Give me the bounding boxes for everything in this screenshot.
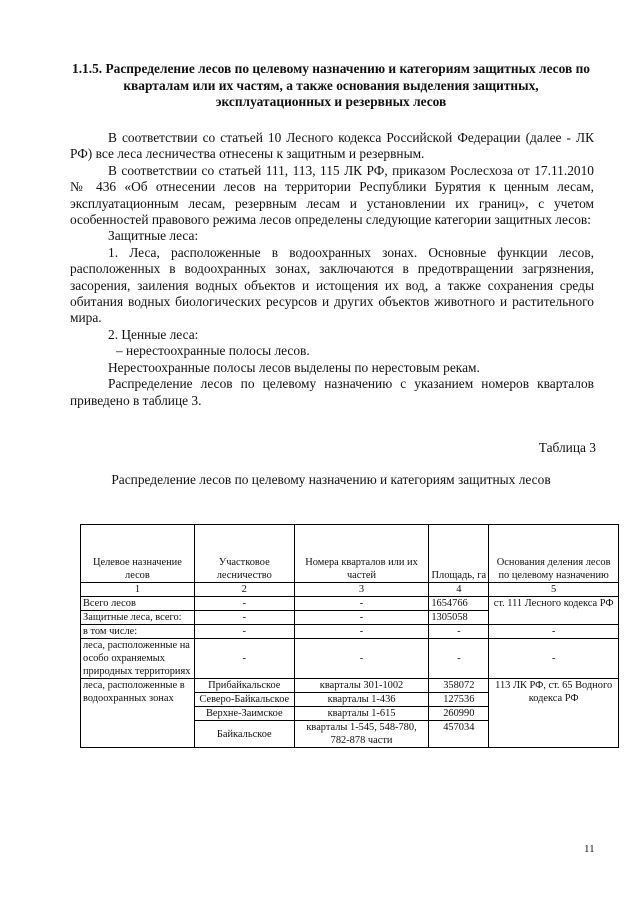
area-cell: 1654766 bbox=[429, 597, 489, 611]
forest-distribution-table bbox=[80, 524, 619, 748]
row-label: леса, расположенные на особо охраняемых природных территориях bbox=[81, 639, 195, 679]
section-heading: 1.1.5. Распределение лесов по целевому назначению и категориям защитных лесов по кварталам или их частям, а также основания выделения защитных, эксплуатационных и резервных лесов bbox=[72, 61, 590, 109]
paragraph-3: Защитные леса: bbox=[108, 228, 199, 244]
table-row-total bbox=[81, 597, 619, 611]
quarters-cell: кварталы 1-545, 548-780, 782-878 части bbox=[294, 721, 429, 748]
column-number: 3 bbox=[294, 583, 429, 597]
column-number: 4 bbox=[429, 583, 489, 597]
header-district: Участковое лесничество bbox=[194, 525, 294, 583]
dash-cell: - bbox=[194, 625, 294, 639]
district-cell: Прибайкальское bbox=[194, 679, 294, 693]
quarters-cell: кварталы 1-615 bbox=[294, 707, 429, 721]
row-label: в том числе: bbox=[81, 625, 195, 639]
column-number: 2 bbox=[194, 583, 294, 597]
row-label: леса, расположенные в водоохранных зонах bbox=[81, 679, 195, 748]
district-cell: Байкальское bbox=[194, 721, 294, 748]
paragraph-7: Нерестоохранные полосы лесов выделены по нерестовым рекам. bbox=[108, 359, 480, 375]
area-cell: 457034 bbox=[429, 721, 489, 748]
dash-cell: - bbox=[429, 625, 489, 639]
column-numbers-row bbox=[81, 583, 619, 597]
table-label: Таблица 3 bbox=[538, 440, 596, 455]
paragraph-8: Распределение лесов по целевому назначению с указанием номеров кварталов приведено в таблице 3. bbox=[70, 376, 594, 408]
area-cell: 260990 bbox=[429, 707, 489, 721]
row-label: Защитные леса, всего: bbox=[81, 611, 195, 625]
district-cell: Северо-Байкальское bbox=[194, 693, 294, 707]
column-number: 5 bbox=[489, 583, 619, 597]
dash-cell: - bbox=[489, 625, 619, 639]
basis-cell: ст. 111 Лесного кодекса РФ bbox=[489, 597, 619, 625]
body-text bbox=[70, 130, 594, 409]
table-title: Распределение лесов по целевому назначению и категориям защитных лесов bbox=[111, 472, 551, 487]
paragraph-6: – нерестоохранные полосы лесов. bbox=[116, 343, 310, 359]
dash-cell: - bbox=[294, 611, 429, 625]
table-row-water bbox=[81, 679, 619, 693]
column-number: 1 bbox=[81, 583, 195, 597]
table-row-including bbox=[81, 625, 619, 639]
table-header-row bbox=[81, 525, 619, 583]
dash-cell: - bbox=[194, 597, 294, 611]
header-purpose: Целевое назначение лесов bbox=[81, 525, 195, 583]
area-cell: 127536 bbox=[429, 693, 489, 707]
paragraph-5: 2. Ценные леса: bbox=[108, 326, 199, 342]
dash-cell: - bbox=[294, 597, 429, 611]
header-area: Площадь, га bbox=[429, 525, 489, 583]
area-cell: 1305058 bbox=[429, 611, 489, 625]
district-cell: Верхне-Заимское bbox=[194, 707, 294, 721]
table-row-special bbox=[81, 639, 619, 679]
dash-cell: - bbox=[294, 639, 429, 679]
page-number: 11 bbox=[584, 843, 595, 855]
dash-cell: - bbox=[194, 611, 294, 625]
quarters-cell: кварталы 301-1002 bbox=[294, 679, 429, 693]
dash-cell: - bbox=[429, 639, 489, 679]
row-label: Всего лесов bbox=[81, 597, 195, 611]
dash-cell: - bbox=[489, 639, 619, 679]
quarters-cell: кварталы 1-436 bbox=[294, 693, 429, 707]
paragraph-4: 1. Леса, расположенные в водоохранных зонах. Основные функции лесов, расположенных в водоохранных зонах, заключаются в предотвращении загрязнения, засорения, заиления водных объектов и истощения их вод, а также сохранения среды обитания водных биологических ресурсов и других объектов животного и растительного мира. bbox=[70, 244, 594, 326]
dash-cell: - bbox=[194, 639, 294, 679]
paragraph-1: В соответствии со статьей 10 Лесного кодекса Российской Федерации (далее - ЛК РФ) все леса лесничества отнесены к защитным и резервным. bbox=[70, 130, 594, 162]
basis-cell: 113 ЛК РФ, ст. 65 Водного кодекса РФ bbox=[489, 679, 619, 748]
paragraph-2: В соответствии со статьей 111, 113, 115 ЛК РФ, приказом Рослесхоза от 17.11.2010 № 436 «Об отнесении лесов на территории Республики Бурятия к ценным лесам, эксплуатационным лесам, резервным лесам и установлении их границ», с учетом особенностей правового режима лесов определены следующие категории защитных лесов: bbox=[70, 162, 594, 228]
header-basis: Основания деления лесов по целевому назначению bbox=[489, 525, 619, 583]
header-quarters: Номера кварталов или их частей bbox=[294, 525, 429, 583]
dash-cell: - bbox=[294, 625, 429, 639]
area-cell: 358072 bbox=[429, 679, 489, 693]
